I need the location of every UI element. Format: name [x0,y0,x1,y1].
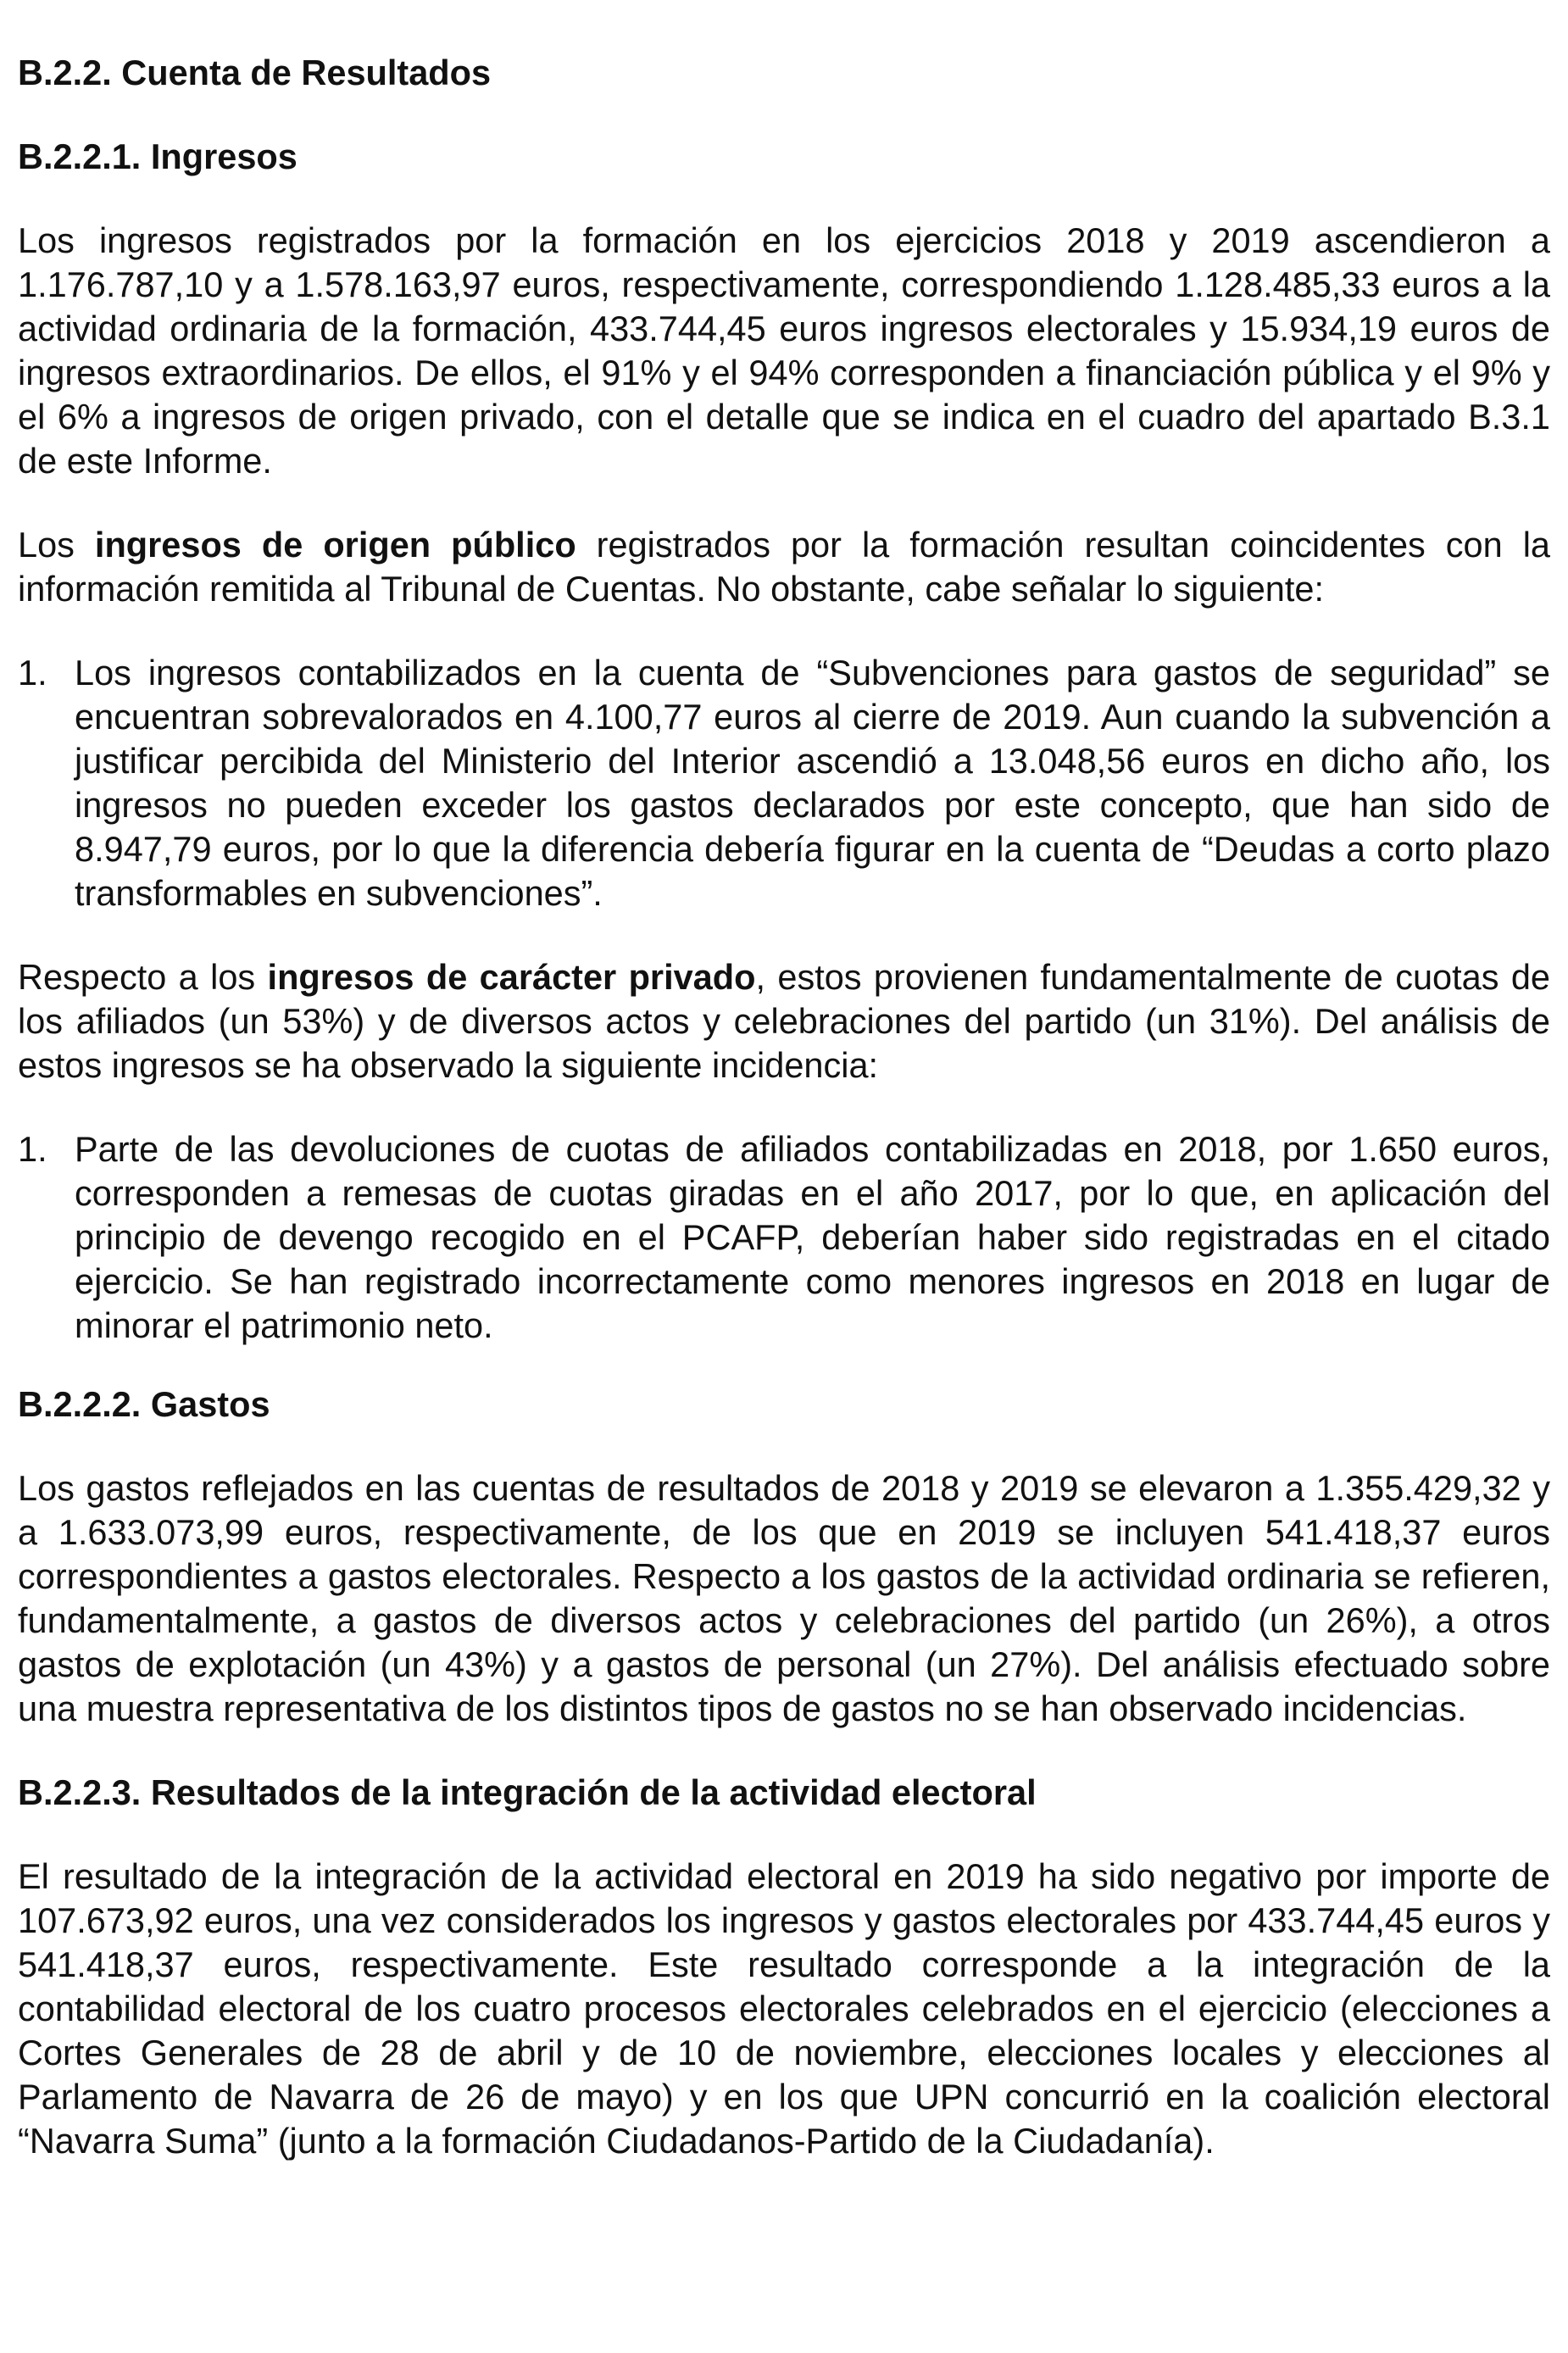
ingresos-paragraph-1: Los ingresos registrados por la formación en los ejercicios 2018 y 2019 ascendieron a 1.176.787,10 y a 1.578.163,97 euros, respectivamente, correspondiendo 1.128.485,33 euros a la actividad ordinaria de la formación, 433.744,45 euros ingresos electorales y 15.934,19 euros de ingresos extraordinarios. De ellos, el 91% y el 94% corresponden a financiación pública y el 9% y el 6% a ingresos de origen privado, con el detalle que se indica en el cuadro del apartado B.3.1 de este Informe. [18,220,1550,481]
ingresos-p2-bold: ingresos de origen público [94,525,576,565]
ingresos-p2-pre: Los [18,525,95,565]
ingresos-publicos-list-item [18,651,1550,915]
resultados-title: B.2.2.3. Resultados de la integración de la actividad electoral [18,1772,1037,1812]
ingresos-title: B.2.2.1. Ingresos [18,136,297,176]
gastos-paragraph: Los gastos reflejados en las cuentas de resultados de 2018 y 2019 se elevaron a 1.355.429,32 y a 1.633.073,99 euros, respectivamente, de los que en 2019 se incluyen 541.418,37 euros correspondientes a gastos electorales. Respecto a los gastos de la actividad ordinaria se refieren, fundamentalmente, a gastos de diversos actos y celebraciones del partido (un 26%), a otros gastos de explotación (un 43%) y a gastos de personal (un 27%). Del análisis efectuado sobre una muestra representativa de los distintos tipos de gastos no se han observado incidencias. [18,1468,1550,1728]
list-text: Los ingresos contabilizados en la cuenta de “Subvenciones para gastos de seguridad” se encuentran sobrevalorados en 4.100,77 euros al cierre de 2019. Aun cuando la subvención a justificar percibida del Ministerio del Interior ascendió a 13.048,56 euros en dicho año, los ingresos no pueden exceder los gastos declarados por este concepto, que han sido de 8.947,79 euros, por lo que la diferencia debería figurar en la cuenta de “Deudas a corto plazo transformables en subvenciones”. [75,653,1550,913]
ingresos-p3-bold: ingresos de carácter privado [267,957,756,997]
ingresos-privados-list-item [18,1127,1550,1348]
list-number: 1. [18,653,47,693]
ingresos-p2-post: registrados por la formación resultan coincidentes con la información remitida al Tribunal de Cuentas. No obstante, cabe señalar lo siguiente: [18,525,1550,609]
resultados-paragraph: El resultado de la integración de la actividad electoral en 2019 ha sido negativo por importe de 107.673,92 euros, una vez considerados los ingresos y gastos electorales por 433.744,45 euros y 541.418,37 euros, respectivamente. Este resultado corresponde a la integración de la contabilidad electoral de los cuatro procesos electorales celebrados en el ejercicio (elecciones a Cortes Generales de 28 de abril y de 10 de noviembre, elecciones locales y elecciones al Parlamento de Navarra de 26 de mayo) y en los que UPN concurrió en la coalición electoral “Navarra Suma” (junto a la formación Ciudadanos-Partido de la Ciudadanía). [18,1856,1550,2161]
list-number: 1. [18,1129,47,1169]
ingresos-p3-pre: Respecto a los [18,957,268,997]
document-page [18,51,1550,2203]
ingresos-paragraph-2 [18,523,1550,611]
ingresos-paragraph-3 [18,955,1550,1087]
ingresos-p3-post: , estos provienen fundamentalmente de cuotas de los afiliados (un 53%) y de diversos actos y celebraciones del partido (un 31%). Del análisis de estos ingresos se ha observado la siguiente incidencia: [18,957,1550,1085]
gastos-title: B.2.2.2. Gastos [18,1384,270,1424]
section-title: B.2.2. Cuenta de Resultados [18,53,492,92]
list-text: Parte de las devoluciones de cuotas de afiliados contabilizadas en 2018, por 1.650 euros, corresponden a remesas de cuotas giradas en el año 2017, por lo que, en aplicación del principio de devengo recogido en el PCAFP, deberían haber sido registradas en el citado ejercicio. Se han registrado incorrectamente como menores ingresos en 2018 en lugar de minorar el patrimonio neto. [75,1129,1550,1345]
